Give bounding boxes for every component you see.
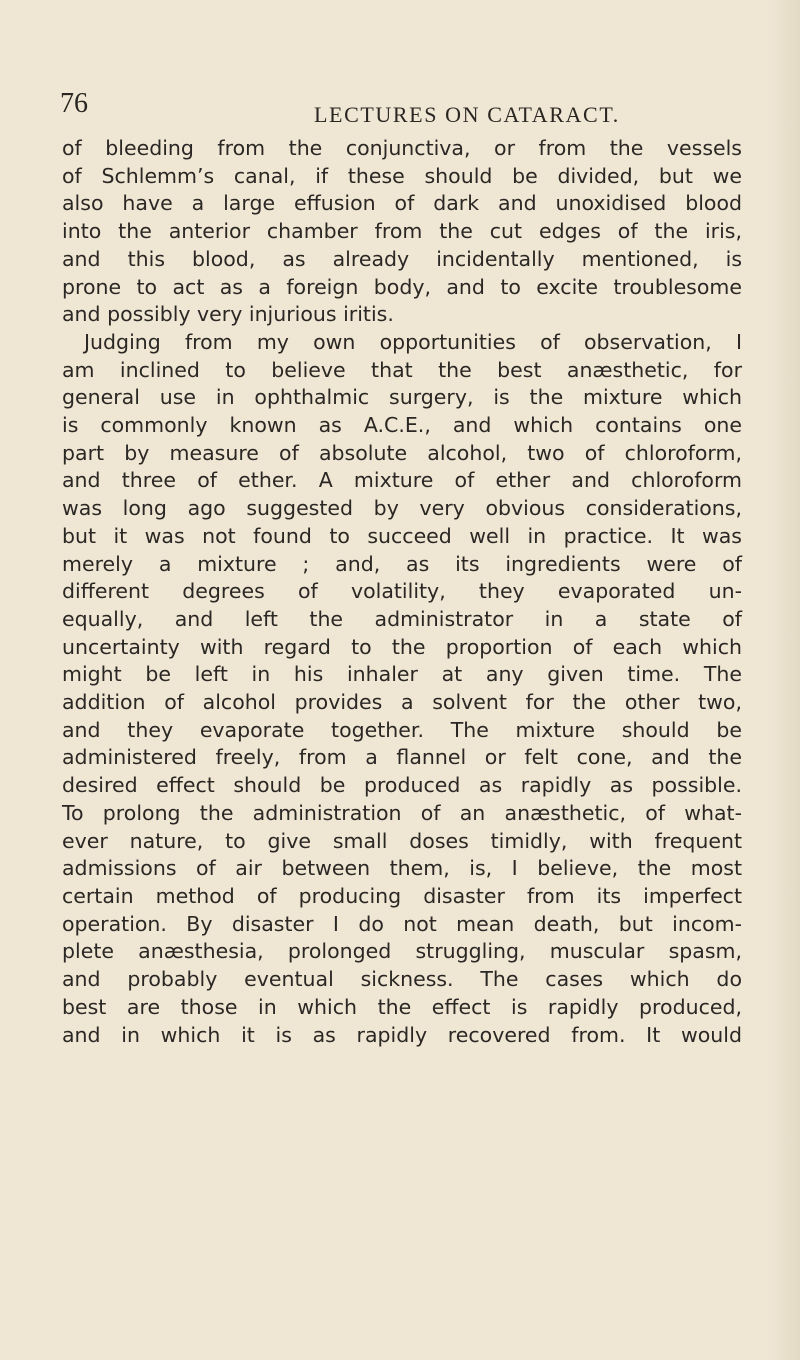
- text-line: different degrees of volatility, they evaporated un-: [62, 579, 742, 604]
- text-line: of bleeding from the conjunctiva, or from the vessels: [62, 136, 742, 160]
- page-number: 76: [60, 88, 88, 119]
- text-line: was long ago suggested by very obvious considerations,: [62, 496, 742, 521]
- text-line: best are those in which the effect is rapidly produced,: [62, 994, 742, 1019]
- text-line: equally, and left the administrator in a state of: [62, 606, 742, 631]
- running-title: LECTURES ON CATARACT.: [314, 102, 620, 127]
- text-line: To prolong the administration of an anæsthetic, of what-: [62, 800, 742, 825]
- running-head: [60, 88, 780, 128]
- text-line: ever nature, to give small doses timidly, with frequent: [62, 828, 742, 853]
- text-line: uncertainty with regard to the proportion of each which: [62, 634, 742, 659]
- text-line: and they evaporate together. The mixture should be: [62, 717, 742, 742]
- text-line: desired effect should be produced as rapidly as possible.: [62, 773, 742, 798]
- text-line: prone to act as a foreign body, and to excite troublesome: [62, 274, 742, 299]
- text-line: and in which it is as rapidly recovered from. It would: [62, 1022, 742, 1047]
- text-line: Judging from my own opportunities of observation, I: [84, 329, 742, 354]
- text-line: administered freely, from a flannel or felt cone, and the: [62, 745, 742, 770]
- text-line: part by measure of absolute alcohol, two of chloroform,: [62, 440, 742, 465]
- text-line: and probably eventual sickness. The cases which do: [62, 967, 742, 992]
- text-line: also have a large effusion of dark and unoxidised blood: [62, 191, 742, 216]
- text-line: addition of alcohol provides a solvent for the other two,: [62, 690, 742, 715]
- text-line: and possibly very injurious iritis.: [62, 302, 394, 327]
- text-line: admissions of air between them, is, I believe, the most: [62, 856, 742, 881]
- text-line: into the anterior chamber from the cut edges of the iris,: [62, 219, 742, 244]
- text-line: general use in ophthalmic surgery, is the mixture which: [62, 385, 742, 410]
- text-line: of Schlemm’s canal, if these should be divided, but we: [62, 163, 742, 188]
- text-line: and this blood, as already incidentally mentioned, is: [62, 246, 742, 271]
- text-line: and three of ether. A mixture of ether and chloroform: [62, 468, 742, 493]
- body-text: [62, 135, 742, 1049]
- text-line: merely a mixture ; and, as its ingredients were of: [62, 551, 742, 576]
- text-line: plete anæsthesia, prolonged struggling, muscular spasm,: [62, 939, 742, 964]
- text-line: might be left in his inhaler at any given time. The: [62, 662, 742, 687]
- text-line: is commonly known as A.C.E., and which contains one: [62, 413, 742, 438]
- text-line: operation. By disaster I do not mean death, but incom-: [62, 911, 742, 936]
- text-line: but it was not found to succeed well in practice. It was: [62, 523, 742, 548]
- text-line: certain method of producing disaster from its imperfect: [62, 883, 742, 908]
- text-line: am inclined to believe that the best anæsthetic, for: [62, 357, 742, 382]
